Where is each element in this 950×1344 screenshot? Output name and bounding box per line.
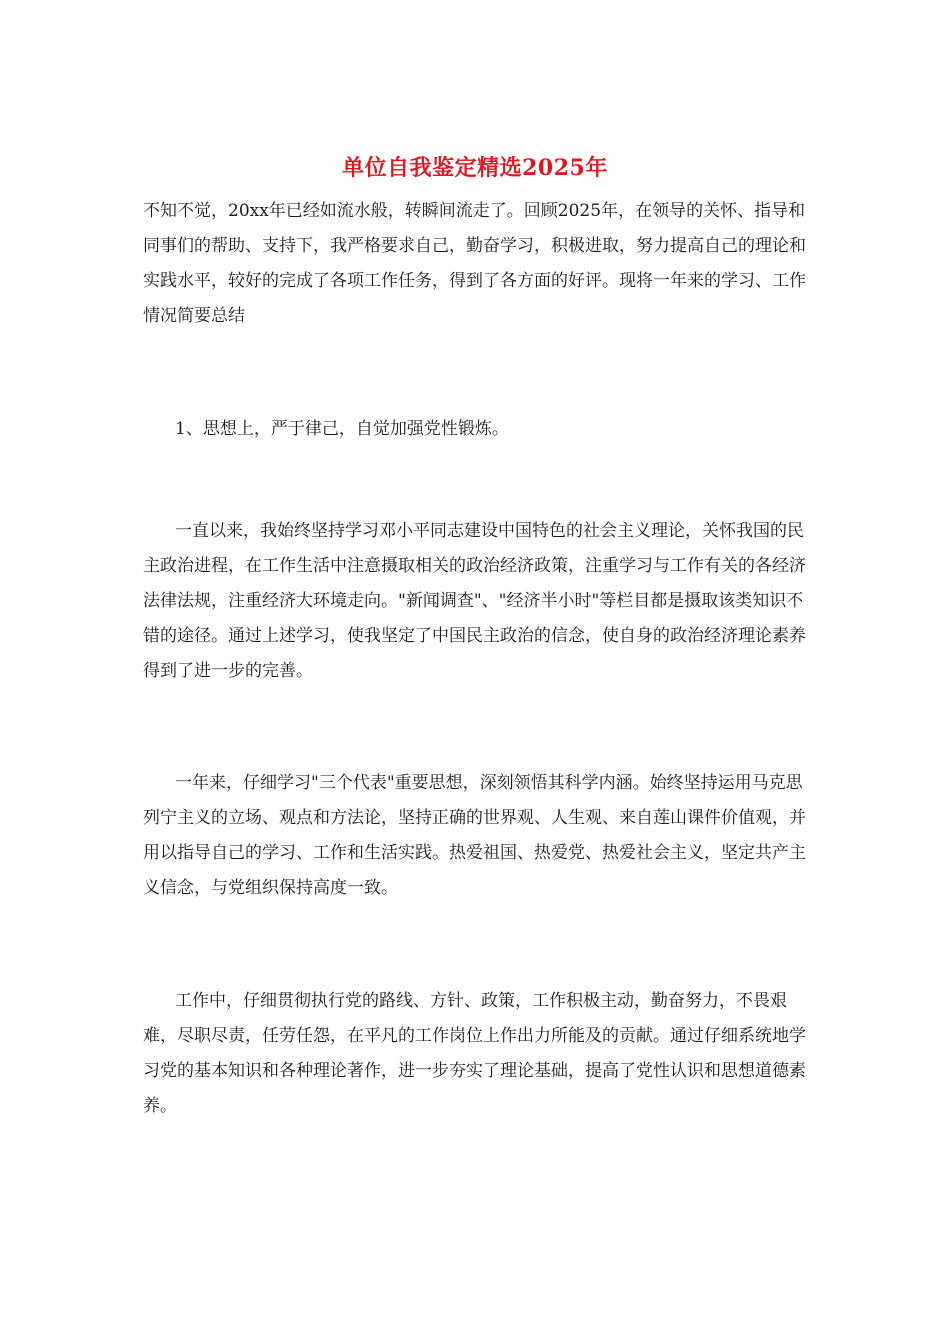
body-paragraph-3: 工作中，仔细贯彻执行党的路线、方针、政策，工作积极主动，勤奋努力，不畏艰难，尽职尽责，任劳任怨，在平凡的工作岗位上作出力所能及的贡献。通过仔细系统地学习党的基本知识和各种理论著作，进一步夯实了理论基础，提高了党性认识和思想道德素养。	[143, 991, 806, 1116]
body-paragraph-2: 一年来，仔细学习"三个代表"重要思想，深刻领悟其科学内涵。始终坚持运用马克思列宁主义的立场、观点和方法论，坚持正确的世界观、人生观、来自莲山课件价值观，并用以指导自己的学习、工作和生活实践。热爱祖国、热爱党、热爱社会主义，坚定共产主义信念，与党组织保持高度一致。	[143, 773, 806, 898]
section-heading-1: 1、思想上，严于律己，自觉加强党性锻炼。	[175, 419, 509, 439]
body-paragraph-1: 一直以来，我始终坚持学习邓小平同志建设中国特色的社会主义理论，关怀我国的民主政治进程，在工作生活中注意摄取相关的政治经济政策，注重学习与工作有关的各经济法律法规，注重经济大环境走向。"新闻调查"、"经济半小时"等栏目都是摄取该类知识不错的途径。通过上述学习，使我坚定了中国民主政治的信念，使自身的政治经济理论素养得到了进一步的完善。	[143, 521, 806, 681]
intro-paragraph: 不知不觉，20xx年已经如流水般，转瞬间流走了。回顾2025年，在领导的关怀、指导和同事们的帮助、支持下，我严格要求自己，勤奋学习，积极进取，努力提高自己的理论和实践水平，较好的完成了各项工作任务，得到了各方面的好评。现将一年来的学习、工作情况简要总结	[143, 201, 806, 326]
document-title: 单位自我鉴定精选2025年	[342, 155, 608, 181]
